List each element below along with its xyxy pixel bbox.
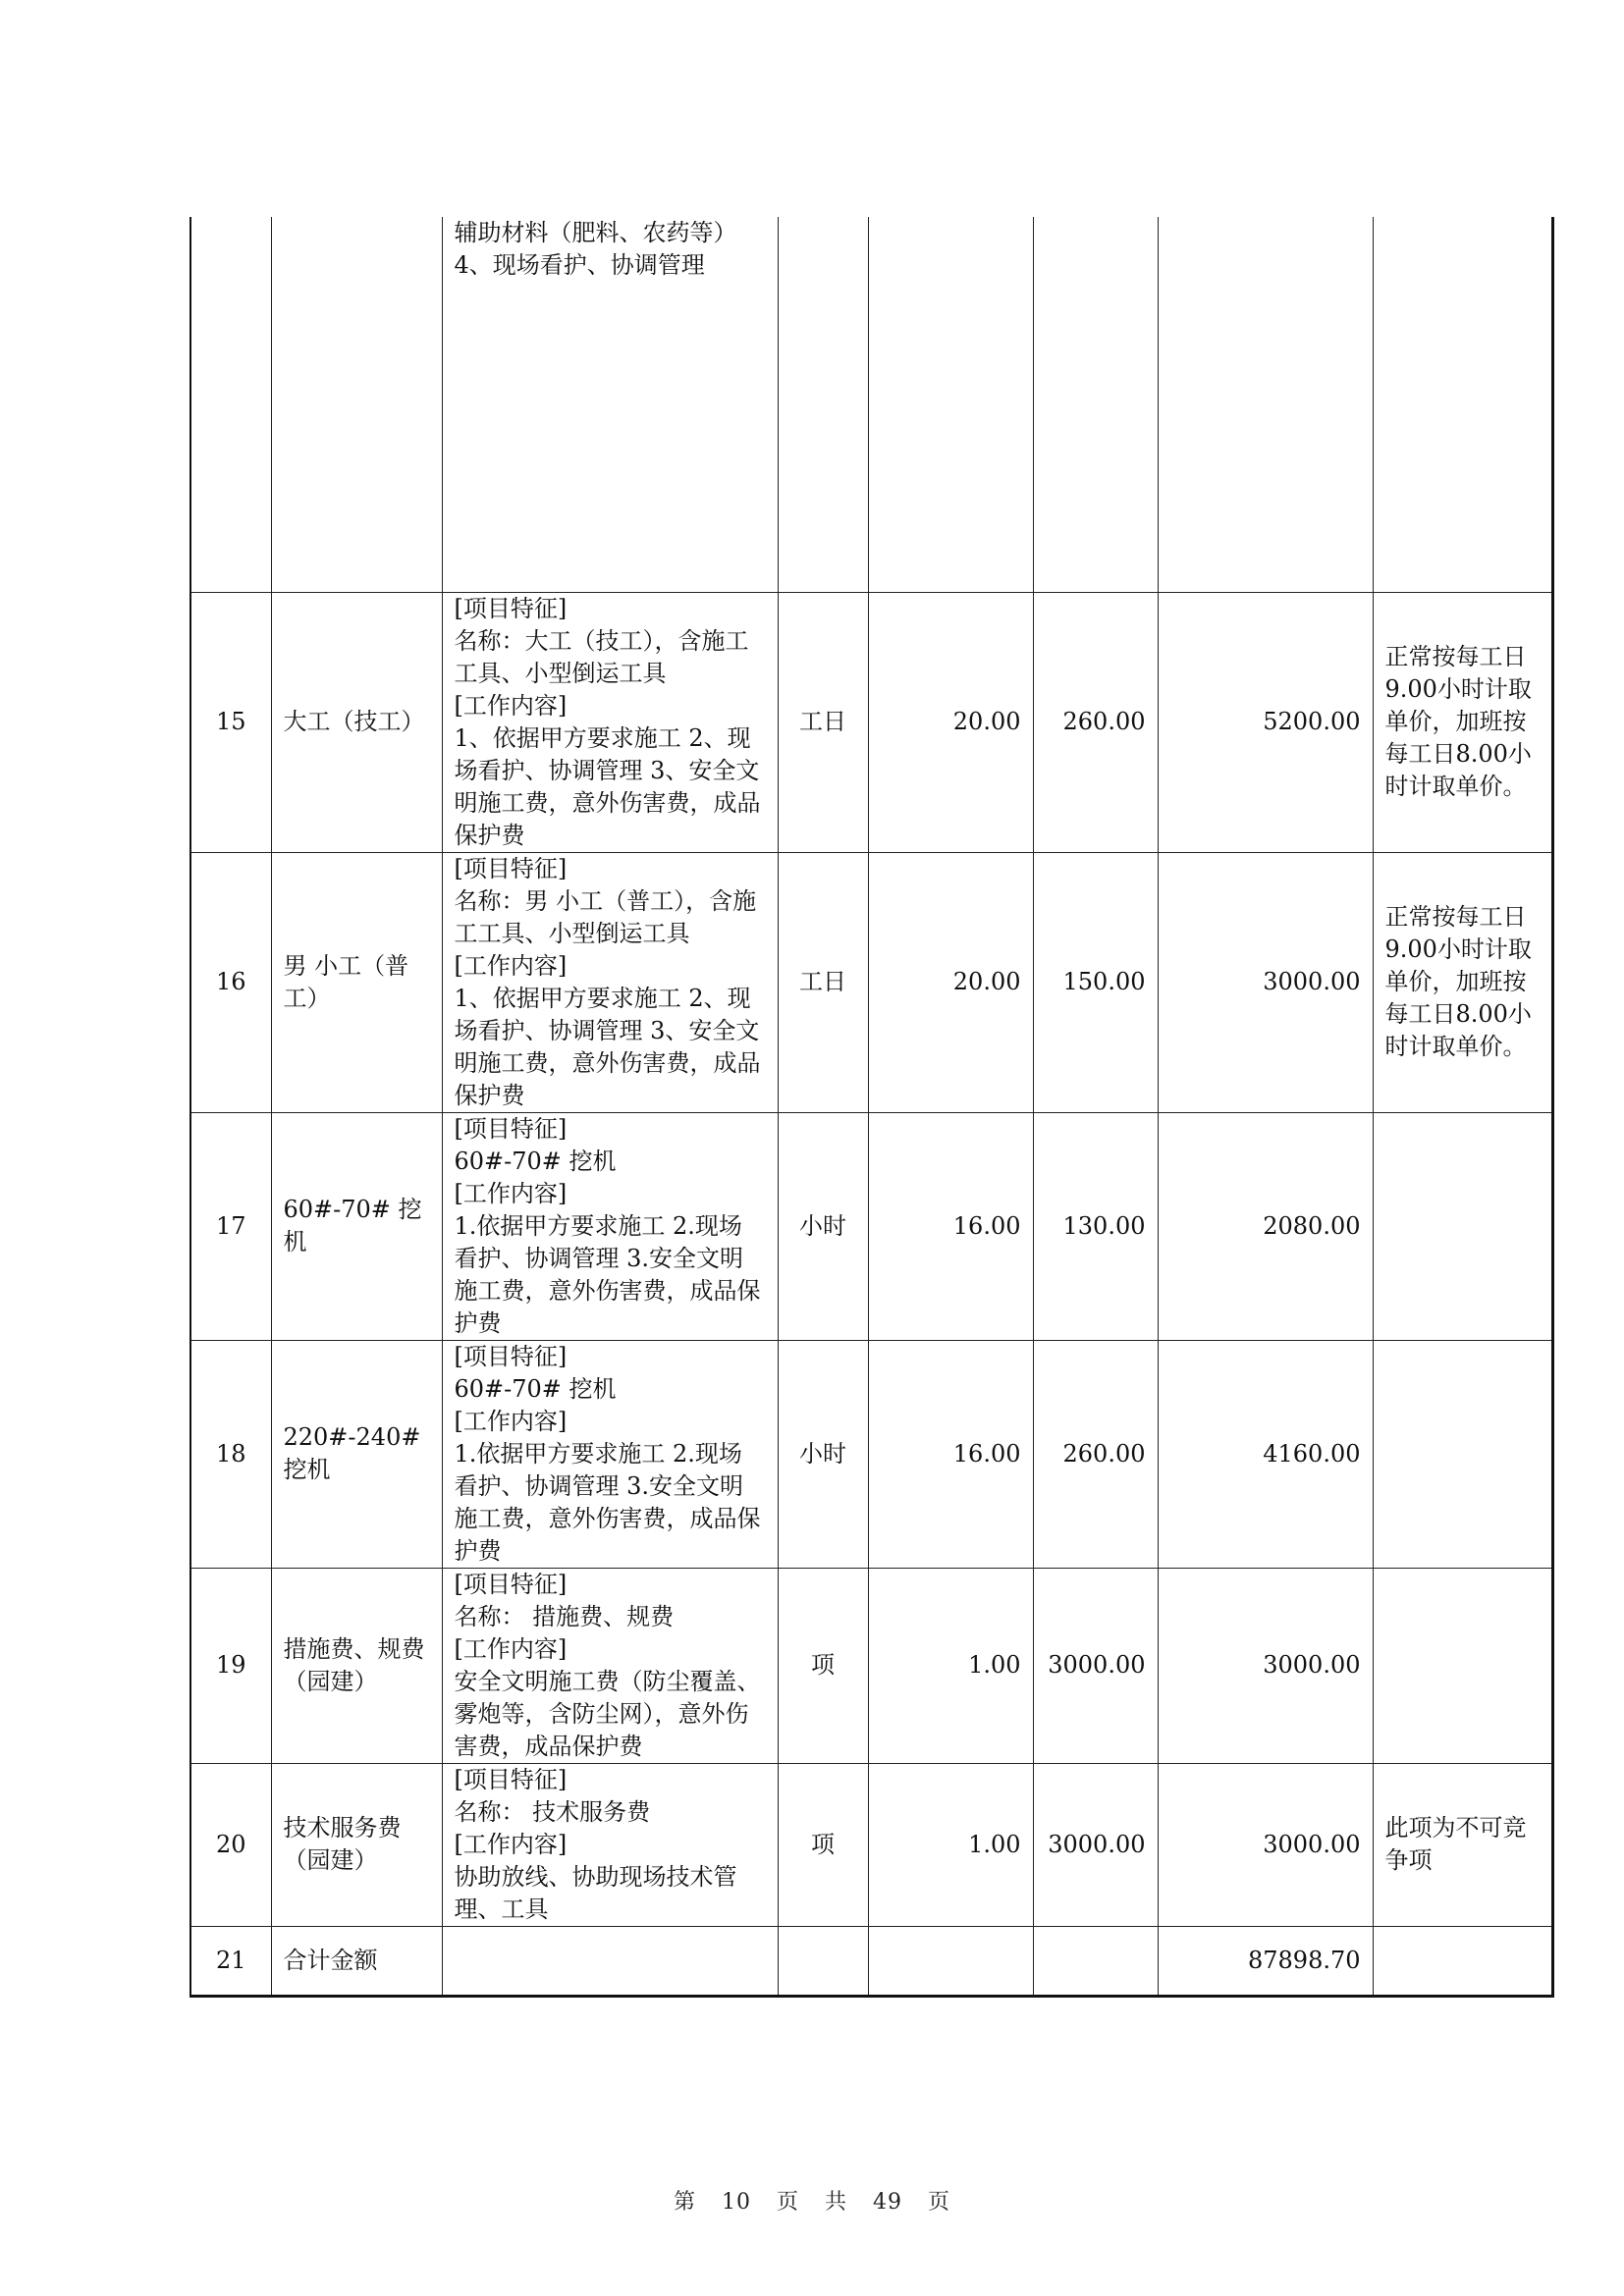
- description-line: [项目特征]: [454, 1114, 568, 1143]
- cell-unit: [778, 1926, 868, 1996]
- quote-table: [189, 217, 1554, 1998]
- cell-unit-price: 260.00: [1033, 592, 1158, 852]
- cell-no: [190, 217, 271, 592]
- cell-amount: 5200.00: [1158, 592, 1373, 852]
- description-line: [工作内容]: [454, 1634, 568, 1663]
- cell-no: 19: [190, 1568, 271, 1763]
- cell-no: 21: [190, 1926, 271, 1996]
- cell-name: 男 小工（普工）: [271, 852, 442, 1112]
- description-line: 60#-70# 挖机: [454, 1374, 617, 1403]
- cell-unit-price: 130.00: [1033, 1112, 1158, 1340]
- cell-unit: 项: [778, 1568, 868, 1763]
- description-line: [工作内容]: [454, 1179, 568, 1207]
- cell-amount: [1158, 217, 1373, 592]
- description-line: 协助放线、协助现场技术管理、工具: [454, 1862, 737, 1923]
- cell-note: 此项为不可竞争项: [1373, 1763, 1552, 1926]
- description-line: 名称： 技术服务费: [454, 1797, 651, 1826]
- cell-quantity: 1.00: [868, 1763, 1033, 1926]
- cell-description: [442, 1926, 778, 1996]
- cell-note: [1373, 1112, 1552, 1340]
- description-line: 辅助材料（肥料、农药等）: [454, 219, 737, 246]
- description-line: 名称：大工（技工），含施工工具、小型倒运工具: [454, 626, 749, 687]
- cell-amount: 3000.00: [1158, 852, 1373, 1112]
- table-row: [190, 592, 1552, 852]
- cell-no: 20: [190, 1763, 271, 1926]
- cell-unit-price: [1033, 1926, 1158, 1996]
- cell-name: 措施费、规费（园建）: [271, 1568, 442, 1763]
- cell-unit-price: 260.00: [1033, 1340, 1158, 1568]
- cell-note: 正常按每工日9.00小时计取单价，加班按每工日8.00小时计取单价。: [1373, 852, 1552, 1112]
- description-line: 1.依据甲方要求施工 2.现场看护、协调管理 3.安全文明施工费，意外伤害费，成品保护费: [454, 1211, 761, 1337]
- footer-total-pages: 49: [873, 2190, 903, 2215]
- cell-unit: 项: [778, 1763, 868, 1926]
- table-row: [190, 1763, 1552, 1926]
- description-line: [项目特征]: [454, 594, 568, 622]
- description-line: 1、依据甲方要求施工 2、现场看护、协调管理 3、安全文明施工费，意外伤害费，成品保护费: [454, 723, 761, 849]
- cell-name: 技术服务费（园建）: [271, 1763, 442, 1926]
- total-label: 合计金额: [271, 1926, 442, 1996]
- description-line: 60#-70# 挖机: [454, 1147, 617, 1175]
- cell-unit: 工日: [778, 592, 868, 852]
- cell-quantity: [868, 217, 1033, 592]
- cell-unit: 小时: [778, 1112, 868, 1340]
- cell-description: [442, 1568, 778, 1763]
- description-line: [项目特征]: [454, 1570, 568, 1598]
- cell-note: [1373, 217, 1552, 592]
- cell-amount: 4160.00: [1158, 1340, 1373, 1568]
- cell-unit-price: 150.00: [1033, 852, 1158, 1112]
- description-line: 名称： 措施费、规费: [454, 1602, 675, 1630]
- cell-quantity: [868, 1926, 1033, 1996]
- description-line: [工作内容]: [454, 691, 568, 720]
- description-line: 1、依据甲方要求施工 2、现场看护、协调管理 3、安全文明施工费，意外伤害费，成品保护费: [454, 984, 761, 1109]
- table-row-total: [190, 1926, 1552, 1996]
- cell-name: 220#-240# 挖机: [271, 1340, 442, 1568]
- cell-unit: 工日: [778, 852, 868, 1112]
- cell-description: [442, 1340, 778, 1568]
- cell-unit-price: 3000.00: [1033, 1568, 1158, 1763]
- table-row: [190, 852, 1552, 1112]
- description-line: [项目特征]: [454, 854, 568, 882]
- cell-quantity: 20.00: [868, 592, 1033, 852]
- cell-no: 17: [190, 1112, 271, 1340]
- cell-no: 18: [190, 1340, 271, 1568]
- description-line: 1.依据甲方要求施工 2.现场看护、协调管理 3.安全文明施工费，意外伤害费，成品保护费: [454, 1439, 761, 1565]
- description-line: 4、现场看护、协调管理: [454, 251, 705, 279]
- cell-amount: 2080.00: [1158, 1112, 1373, 1340]
- cell-quantity: 20.00: [868, 852, 1033, 1112]
- cell-quantity: 16.00: [868, 1340, 1033, 1568]
- cell-description: [442, 1763, 778, 1926]
- footer-total-word: 共: [825, 2190, 848, 2215]
- cell-note: [1373, 1340, 1552, 1568]
- description-line: [工作内容]: [454, 951, 568, 980]
- table-row: [190, 1340, 1552, 1568]
- table-row: [190, 1568, 1552, 1763]
- description-line: 安全文明施工费（防尘覆盖、雾炮等，含防尘网），意外伤害费，成品保护费: [454, 1667, 761, 1760]
- cell-note: [1373, 1568, 1552, 1763]
- cell-unit: 小时: [778, 1340, 868, 1568]
- description-line: [工作内容]: [454, 1830, 568, 1858]
- cell-note: 正常按每工日9.00小时计取单价，加班按每工日8.00小时计取单价。: [1373, 592, 1552, 852]
- footer-page-word: 页: [776, 2190, 799, 2215]
- total-amount: 87898.70: [1158, 1926, 1373, 1996]
- cell-name: [271, 217, 442, 592]
- cell-unit: [778, 217, 868, 592]
- cell-description: [442, 852, 778, 1112]
- cell-quantity: 1.00: [868, 1568, 1033, 1763]
- description-line: [项目特征]: [454, 1342, 568, 1370]
- cell-quantity: 16.00: [868, 1112, 1033, 1340]
- cell-no: 15: [190, 592, 271, 852]
- cell-description: [442, 1112, 778, 1340]
- cell-note: [1373, 1926, 1552, 1996]
- cell-description: [442, 592, 778, 852]
- page-footer: [0, 2185, 1624, 2216]
- footer-prefix: 第: [673, 2190, 696, 2215]
- cell-name: 60#-70# 挖机: [271, 1112, 442, 1340]
- table-row: [190, 1112, 1552, 1340]
- cell-unit-price: 3000.00: [1033, 1763, 1158, 1926]
- footer-suffix: 页: [928, 2190, 951, 2215]
- cell-unit-price: [1033, 217, 1158, 592]
- cell-description: [442, 217, 778, 592]
- footer-page-number: 10: [721, 2190, 751, 2215]
- table-row-continued: [190, 217, 1552, 592]
- description-line: 名称：男 小工（普工），含施工工具、小型倒运工具: [454, 886, 757, 947]
- description-line: [工作内容]: [454, 1407, 568, 1435]
- cell-amount: 3000.00: [1158, 1763, 1373, 1926]
- cell-amount: 3000.00: [1158, 1568, 1373, 1763]
- cell-no: 16: [190, 852, 271, 1112]
- description-line: [项目特征]: [454, 1765, 568, 1793]
- cell-name: 大工（技工）: [271, 592, 442, 852]
